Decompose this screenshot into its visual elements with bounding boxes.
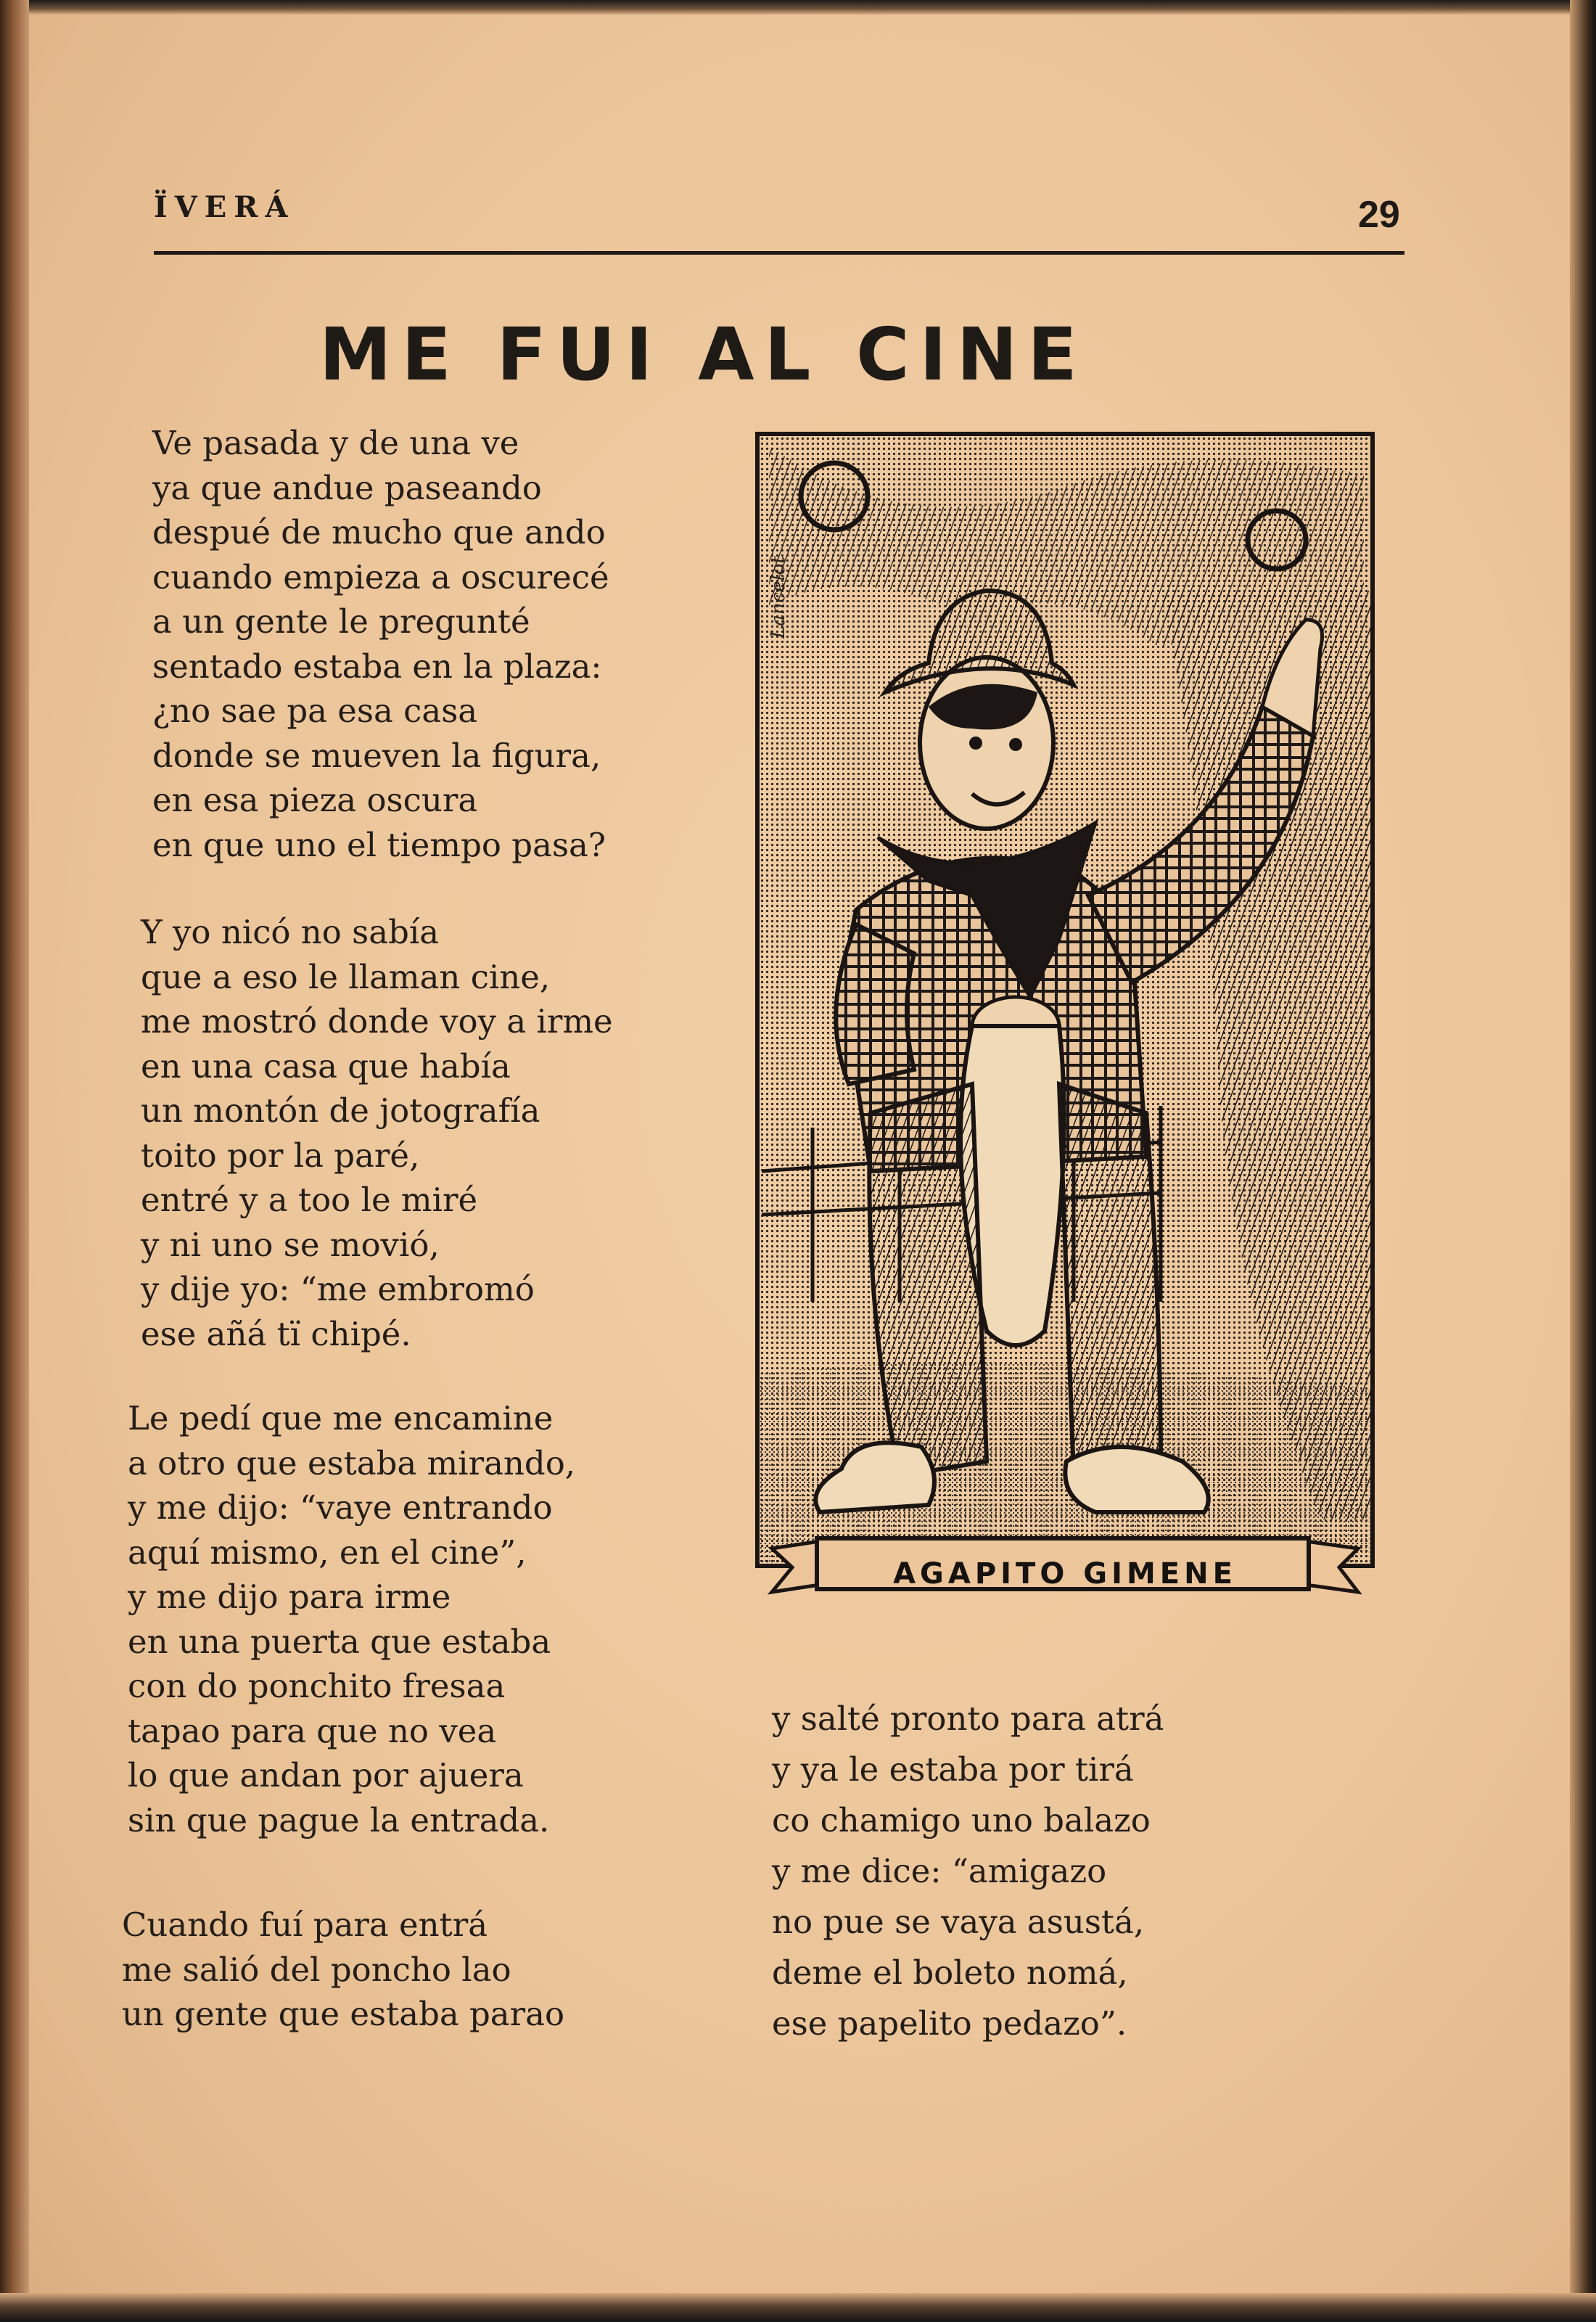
page-right-edge bbox=[1570, 0, 1596, 2322]
verse-line: y me dice: “amigazo bbox=[772, 1852, 1107, 1890]
verse-line: y me dijo: “vaye entrando bbox=[128, 1488, 553, 1527]
illustration-drawing bbox=[754, 431, 1375, 1602]
verse-line: Cuando fuí para entrá bbox=[122, 1905, 488, 1944]
verse-line: ese añá tï chipé. bbox=[141, 1314, 411, 1353]
verse-line: y ni uno se movió, bbox=[141, 1225, 440, 1264]
verse-line: un gente que estaba parao bbox=[122, 1995, 565, 2033]
verse-line: aquí mismo, en el cine”, bbox=[128, 1533, 527, 1572]
verse-line: lo que andan por ajuera bbox=[128, 1756, 524, 1794]
verse-line: tapao para que no vea bbox=[128, 1711, 497, 1750]
verse-line: y salté pronto para atrá bbox=[772, 1699, 1164, 1738]
stanza-4 bbox=[122, 1903, 564, 2037]
poem-title: ME FUI AL CINE bbox=[319, 312, 1087, 397]
verse-line: ese papelito pedazo”. bbox=[772, 2004, 1127, 2043]
verse-line: me salió del poncho lao bbox=[122, 1950, 511, 1989]
book-spine-edge bbox=[0, 0, 29, 2322]
verse-line: entré y a too le miré bbox=[141, 1181, 478, 1219]
verse-line: cuando empieza a oscurecé bbox=[152, 557, 609, 596]
illustration-caption: AGAPITO GIMENE bbox=[893, 1557, 1237, 1591]
verse-line: Le pedí que me encamine bbox=[128, 1399, 554, 1437]
verse-line: ¿no sae pa esa casa bbox=[152, 692, 478, 730]
stanza-2 bbox=[141, 910, 613, 1356]
verse-line: a otro que estaba mirando, bbox=[128, 1443, 576, 1482]
running-head: ÏVERÁ bbox=[154, 190, 295, 224]
page-bottom-edge bbox=[0, 2293, 1596, 2322]
verse-line: donde se mueven la figura, bbox=[152, 736, 601, 775]
verse-line: ya que andue paseando bbox=[152, 468, 542, 507]
verse-line: y ya le estaba por tirá bbox=[772, 1750, 1134, 1789]
verse-line: sentado estaba en la plaza: bbox=[152, 647, 602, 686]
verse-line: en una puerta que estaba bbox=[128, 1622, 551, 1661]
verse-line: no pue se vaya asustá, bbox=[772, 1903, 1145, 1941]
verse-line: y dije yo: “me embromó bbox=[141, 1270, 535, 1308]
verse-line: despué de mucho que ando bbox=[152, 513, 606, 551]
verse-line: me mostró donde voy a irme bbox=[141, 1002, 613, 1041]
verse-line: con do ponchito fresaa bbox=[128, 1667, 506, 1705]
stanza-3 bbox=[128, 1396, 575, 1842]
illustration-gaucho-boy bbox=[754, 431, 1375, 1602]
artist-signature: Lancelot bbox=[768, 556, 789, 639]
stanza-1 bbox=[152, 421, 609, 867]
verse-line: y me dijo para irme bbox=[128, 1578, 451, 1616]
verse-line: Ve pasada y de una ve bbox=[152, 424, 519, 462]
verse-line: deme el boleto nomá, bbox=[772, 1953, 1128, 1992]
verse-line: en que uno el tiempo pasa? bbox=[152, 825, 606, 864]
page-number: 29 bbox=[1358, 194, 1400, 236]
header-rule bbox=[154, 251, 1404, 255]
verse-line: un montón de jotografía bbox=[141, 1091, 540, 1130]
verse-line: co chamigo uno balazo bbox=[772, 1801, 1151, 1839]
verse-line: Y yo nicó no sabía bbox=[141, 913, 440, 951]
page-top-edge bbox=[0, 0, 1596, 15]
verse-line: que a eso le llaman cine, bbox=[141, 957, 551, 996]
verse-line: en una casa que había bbox=[141, 1046, 511, 1086]
stanza-5 bbox=[772, 1694, 1164, 2049]
verse-line: toito por la paré, bbox=[141, 1136, 420, 1175]
verse-line: sin que pague la entrada. bbox=[128, 1800, 550, 1839]
verse-line: a un gente le pregunté bbox=[152, 602, 530, 641]
verse-line: en esa pieza oscura bbox=[152, 781, 478, 819]
